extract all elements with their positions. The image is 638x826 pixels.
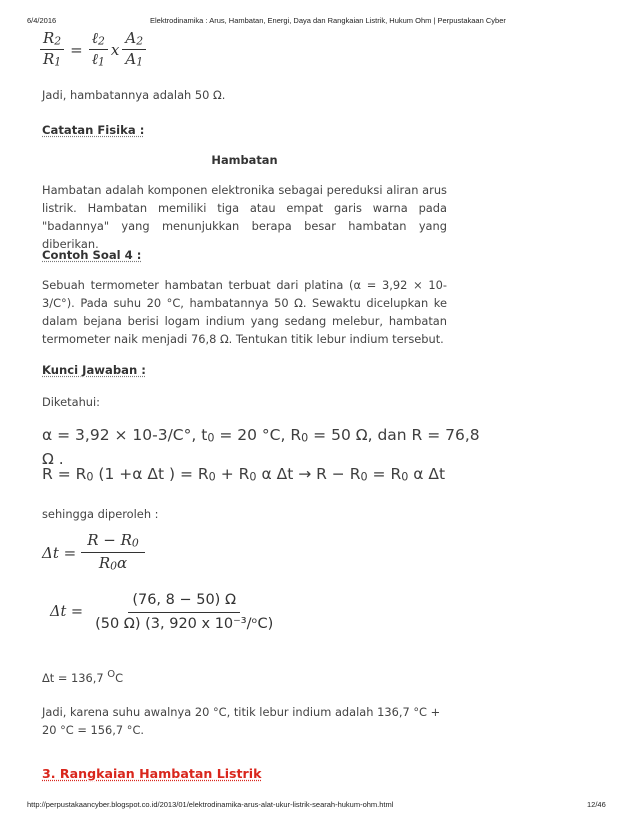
- result-delta-t: Δt = 136,7 $^O$C: [42, 669, 124, 685]
- fraction-r2-r1: $\frac{R_2}{R_1}$: [40, 30, 64, 69]
- resistance-relation: $R = R_0$ (1 +α Δt ) = $R_0 + R_0$ α $\Delta t \to R - R_0 = R_0$ α Δt: [42, 465, 446, 484]
- print-page-title: Elektrodinamika : Arus, Hambatan, Energi, Daya dan Rangkaian Listrik, Hukum Ohm | Perpustakaan Cyber: [150, 16, 506, 25]
- conclusion-melting-point: Jadi, karena suhu awalnya 20 °C, titik lebur indium adalah 136,7 °C + 20 °C = 156,7 °C.: [42, 705, 441, 737]
- hambatan-paragraph: Hambatan adalah komponen elektronika sebagai pereduksi aliran arus listrik. Hambatan memiliki tiga atau empat garis warna pada "badannya" yang menunjukkan berapa besar hambatan yang diberikan.: [42, 183, 447, 251]
- print-url: http://perpustakaancyber.blogspot.co.id/2013/01/elektrodinamika-arus-alat-ukur-listrik-searah-hukum-ohm.html: [27, 800, 394, 809]
- formula-delta-t-calc: Δt = $\frac{(76, 8 - 50) \Omega}{\text{(50 Ω) (3, 920 x 10⁻³/ᵒC)}}$: [50, 592, 277, 632]
- fraction-a2-a1: $\frac{A_2}{A_1}$: [122, 30, 146, 69]
- conclusion-resistance: Jadi, hambatannya adalah 50 Ω.: [42, 88, 226, 102]
- given-values: α = 3,92 × 10-3/C°, $t_0 = 20$ °C, $R_0 = 50$ Ω, dan R = 76,8 Ω .: [42, 426, 480, 468]
- formula-resistance-ratio: $\frac{R_2}{R_1}$ = $\frac{\ell_2}{\ell_1}$ x $\frac{A_2}{A_1}$: [40, 30, 146, 69]
- catatan-fisika-label: Catatan Fisika :: [42, 123, 145, 137]
- page-number: 12/46: [587, 800, 606, 809]
- hambatan-heading: Hambatan: [211, 153, 278, 167]
- contoh-soal-label: Contoh Soal 4 :: [42, 248, 142, 262]
- section-heading: 3. Rangkaian Hambatan Listrik: [42, 766, 262, 781]
- fraction-l2-l1: $\frac{\ell_2}{\ell_1}$: [89, 30, 108, 69]
- print-date: 6/4/2016: [27, 16, 57, 25]
- kunci-jawaban-label: Kunci Jawaban :: [42, 363, 146, 377]
- soal-paragraph: Sebuah termometer hambatan terbuat dari platina (α = 3,92 × 10-3/C°). Pada suhu 20 °C, hambatannya 50 Ω. Sewaktu dicelupkan ke dalam bejana berisi logam indium yang sedang melebur, hambatan termometer naik menjadi 76,8 Ω. Tentukan titik lebur indium tersebut.: [42, 278, 447, 346]
- sehingga-text: sehingga diperoleh :: [42, 507, 159, 521]
- formula-delta-t: Δt = $\frac{R - R_0}{R_0\alpha}$: [42, 532, 145, 573]
- fraction-calc: $\frac{(76, 8 - 50) \Omega}{\text{(50 Ω) (3, 920 x 10⁻³/ᵒC)}}$: [95, 592, 274, 632]
- fraction-delta-t: $\frac{R - R_0}{R_0\alpha}$: [81, 532, 145, 573]
- diketahui-label: Diketahui:: [42, 395, 101, 409]
